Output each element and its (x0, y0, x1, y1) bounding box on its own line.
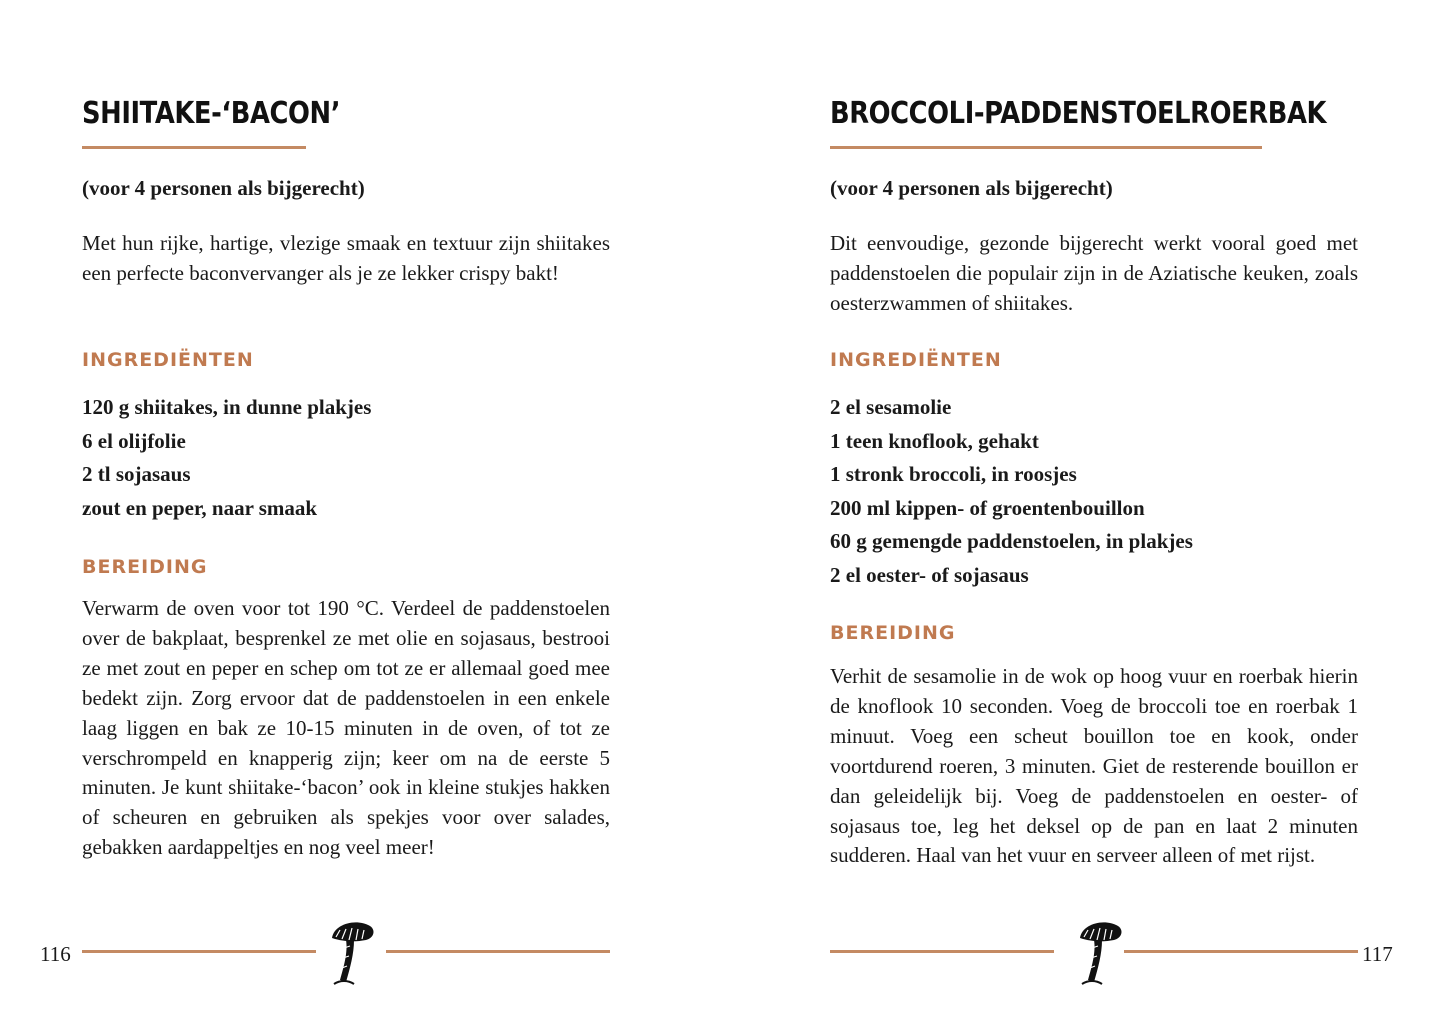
ingredient-item: 1 teen knoflook, gehakt (830, 428, 1039, 453)
serving-note: (voor 4 personen als bijgerecht) (82, 176, 365, 200)
footer-rule-right (1124, 950, 1358, 953)
intro-text: Met hun rijke, hartige, vlezige smaak en textuur zijn shiitakes een perfecte baconvervanger als je ze lekker crispy bakt! (82, 231, 610, 285)
ingredient-item: zout en peper, naar smaak (82, 495, 318, 520)
method-text: Verwarm de oven voor tot 190 °C. Verdeel de paddenstoelen over de bakplaat, besprenkel ze met olie en sojasaus, bestrooi ze met zout en peper en schep om tot ze er allemaal goed mee bedekt zijn. Zorg ervoor dat de paddenstoelen in een enkele laag liggen en bak ze 10-15 minuten in de oven, of tot ze verschrompeld en knapperig zijn; keer om na de eerste 5 minuten. Je kunt shiitake-‘bacon’ ook in kleine stukjes hakken of scheuren en gebruiken als spekjes voor over salades, gebakken aardappeltjes en nog veel meer! (82, 596, 610, 860)
ingredient-item: 120 g shiitakes, in dunne plakjes (82, 395, 372, 419)
ingredient-item: 6 el olijfolie (82, 428, 186, 453)
method-heading: BEREIDING (82, 556, 208, 578)
serving-note: (voor 4 personen als bijgerecht) (830, 176, 1113, 200)
footer-rule-left (82, 950, 316, 953)
recipe-title: SHIITAKE-‘BACON’ (82, 96, 341, 131)
footer-rule-right (386, 950, 610, 953)
ingredients-heading: INGREDIËNTEN (82, 349, 254, 371)
ingredients-heading: INGREDIËNTEN (830, 349, 1002, 371)
ingredient-item: 60 g gemengde paddenstoelen, in plakjes (830, 529, 1193, 554)
mushroom-icon (326, 918, 376, 990)
recipe-title: BROCCOLI-PADDENSTOELROERBAK (830, 96, 1327, 131)
ingredient-item: 2 el sesamolie (830, 395, 952, 419)
ingredients-list (830, 391, 1193, 593)
page-number: 117 (1362, 942, 1393, 966)
method-text: Verhit de sesamolie in de wok op hoog vuur en roerbak hierin de knoflook 10 seconden. Voeg de broccoli toe en roerbak 1 minuut. Voeg een scheut bouillon toe en kook, onder voortdurend roeren, 3 minuten. Giet de resterende bouillon er dan geleidelijk bij. Voeg de paddenstoelen en oester- of sojasaus toe, leg het deksel op de pan en laat 2 minuten sudderen. Haal van het vuur en serveer alleen of met rijst. (830, 664, 1358, 868)
intro-text: Dit eenvoudige, gezonde bijgerecht werkt vooral goed met paddenstoelen die populair zijn in de Aziatische keuken, zoals oesterzwammen of shiitakes. (830, 231, 1358, 315)
ingredients-list (82, 391, 371, 525)
ingredient-item: 2 tl sojasaus (82, 462, 191, 487)
footer-rule-left (830, 950, 1054, 953)
ingredient-item: 1 stronk broccoli, in roosjes (830, 462, 1077, 487)
title-underline (82, 146, 306, 149)
mushroom-icon (1074, 918, 1124, 990)
ingredient-item: 2 el oester- of sojasaus (830, 562, 1029, 587)
right-page (720, 0, 1440, 1015)
title-underline (830, 146, 1262, 149)
method-heading: BEREIDING (830, 622, 956, 644)
ingredient-item: 200 ml kippen- of groentenbouillon (830, 495, 1145, 520)
page-number: 116 (40, 942, 71, 966)
